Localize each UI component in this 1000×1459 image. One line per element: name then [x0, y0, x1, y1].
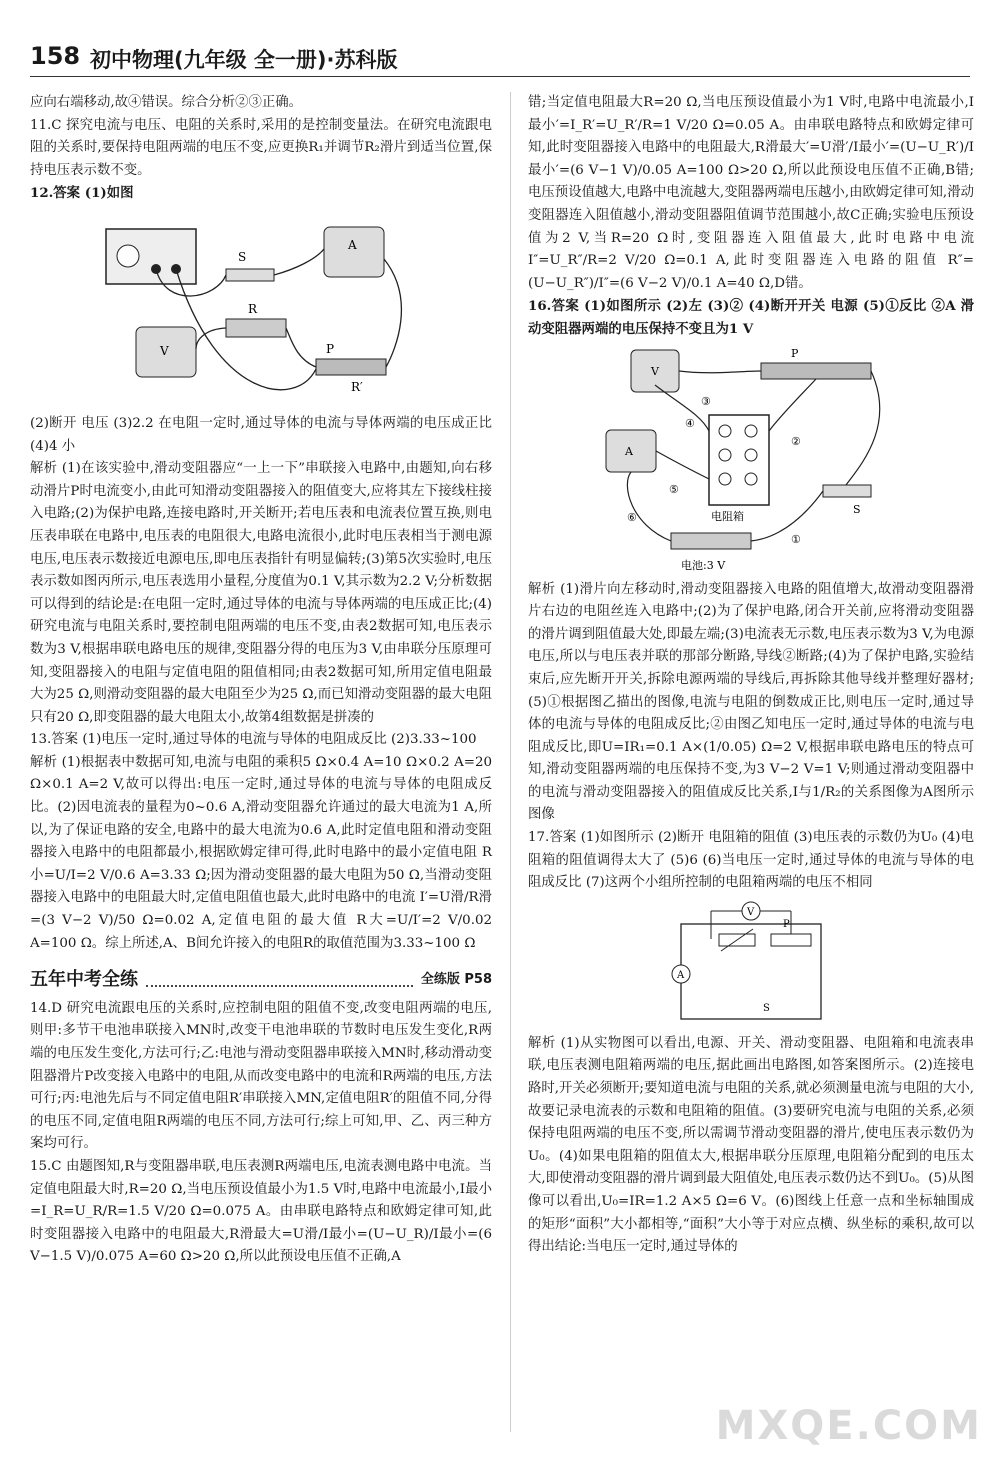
label-R: R: [248, 301, 258, 316]
question-13-answer: 13.答案 (1)电压一定时,通过导体的电流与导体的电阻成反比 (2)3.33~100: [30, 732, 477, 748]
question-17-answer: 17.答案 (1)如图所示 (2)断开 电阻箱的阻值 (3)电压表的示数仍为U₀ (4)电阻箱的阻值调得太大了 (5)6 (6)当电压一定时,通过导体的电流与导体的电阻成反比 (7)这两个小组所控制的电阻箱两端的电压不相同: [528, 830, 974, 891]
fig16-n5: ⑤: [669, 482, 679, 496]
label-S: S: [238, 249, 247, 264]
circuit-figure-17: [661, 899, 841, 1029]
fig17-A: A: [677, 969, 685, 981]
fig16-n3: ③: [701, 394, 711, 408]
fig16-box: 电阻箱: [711, 509, 744, 523]
fig17-P: P: [783, 918, 790, 930]
fig16-n2: ②: [791, 434, 801, 448]
question-13-analysis: 解析 (1)根据表中数据可知,电流与电阻的乘积5 Ω×0.4 A=10 Ω×0.2 A=20 Ω×0.1 A=2 V,故可以得出:电压一定时,通过导体的电流与导体的电阻成反比。(2)因电流表的量程为0~0.6 A,滑动变阻器允许通过的最大电流为1 A,所以,为了保证电路的安全,电路中的最大电流为0.6 A,此时定值电阻和滑动变阻器接入电路中的电阻都最小,根据欧姆定律可得,此时电路中的最小定值电阻 R小=U/I=2 V/0.6 A=3.33 Ω;因为滑动变阻器的最大电阻为50 Ω,当滑动变阻器接入电路中的电阻最大时,定值电阻值也最大,此时电路中的电流 I′=U滑/R滑=(3 V−2 V)/50 Ω=0.02 A,定值电阻的最大值 R大=U/I′=2 V/0.02 A=100 Ω。综上所述,A、B间允许接入的电阻R的取值范围为3.33~100 Ω: [30, 754, 492, 951]
circuit-figure-16: [601, 345, 901, 575]
fig17-S: S: [763, 1002, 770, 1014]
fig16-V: V: [651, 364, 659, 378]
question-16-answer: 16.答案 (1)如图所示 (2)左 (3)② (4)断开开关 电源 (5)①反比 ②A 滑动变阻器两端的电压保持不变且为1 V: [528, 298, 974, 337]
watermark-logo: MXQE.COM: [715, 1403, 982, 1449]
right-column: [528, 92, 974, 1259]
book-title: 初中物理(九年级 全一册)·苏科版: [90, 48, 398, 72]
question-12-parts: (2)断开 电压 (3)2.2 在电阻一定时,通过导体的电流与导体两端的电压成正比 (4)4 小: [30, 415, 492, 454]
fig16-n4: ④: [685, 416, 695, 430]
question-15: 15.C 由题图知,R与变阻器串联,电压表测R两端电压,电流表测电路中电流。当定值电阻最大时,R=20 Ω,当电压预设值最小为1.5 V时,电路中电流最小,I最小=I_R=U_R/R=1.5 V/20 Ω=0.075 A。由串联电路特点和欧姆定律可知,此时变阻器接入电路中的电阻最大,R滑最大=U滑/I最小=(U−U_R)/I最小=(6 V−1.5 V)/0.075 A=60 Ω>20 Ω,所以此预设电压值不正确,A: [30, 1158, 492, 1265]
fig16-A: A: [625, 444, 633, 458]
fig16-S: S: [853, 502, 861, 516]
page-number: 158: [30, 42, 81, 70]
label-P: P: [326, 341, 335, 356]
fig16-battery: 电池:3 V: [681, 558, 726, 572]
question-14: 14.D 研究电流跟电压的关系时,应控制电阻的阻值不变,改变电阻两端的电压,则甲:多节干电池串联接入MN时,改变干电池串联的节数时电压发生变化,R两端的电压发生变化,方法可行;乙:电池与滑动变阻器串联接入MN时,移动滑动变阻器滑片P改变接入电路中的电阻,从而改变电路中的电流和R两端的电压,方法可行;丙:电池先后与不同定值电阻R′串联接入MN,定值电阻R′的阻值不同,分得的电压不同,定值电阻R两端的电压不同,方法可行;综上可知,甲、乙、丙三种方案均可行。: [30, 1000, 492, 1152]
fig16-n6: ⑥: [627, 510, 637, 524]
fig16-P: P: [791, 346, 799, 360]
left-column: [30, 92, 492, 1269]
section-heading: [30, 969, 492, 992]
label-Rprime: R′: [351, 379, 363, 394]
section-leader-dots: [146, 975, 413, 987]
question-12-analysis: 解析 (1)在该实验中,滑动变阻器应“一上一下”串联接入电路中,由题知,向右移动滑片P时电流变小,由此可知滑动变阻器接入的阻值变大,应将其左下接线柱接入电路;(2)为保护电路,连接电路时,开关断开;若电压表和电流表位置互换,则电压表串联在电路中,电压表的电阻很大,电路电流很小,此时电压表相当于测电源电压,电压表示数接近电源电压,即电压表指针有明显偏转;(3)第5次实验时,电压表示数如图丙所示,电压表选用小量程,分度值为0.1 V,其示数为2.2 V;分析数据可以得到的结论是:在电阻一定时,通过导体的电流与导体两端的电压成正比;(4)研究电流与电阻关系时,要控制电阻两端的电压不变,由表2数据可知,电压表示数为3 V,根据串联电路电压的规律,变阻器分得的电压为3 V,由串联分压原理可知,变阻器接入的电阻与定值电阻的阻值相同;由表2数据可知,所用定值电阻最大为25 Ω,则滑动变阻器的最大电阻至少为25 Ω,而已知滑动变阻器的最大电阻只有20 Ω,即变阻器的最大电阻太小,故第4组数据是拼凑的: [30, 461, 492, 725]
column-divider: [510, 92, 511, 1432]
question-15-continued: 错;当定值电阻最大R=20 Ω,当电压预设值最小为1 V时,电路中电流最小,I最小′=I_R′=U_R′/R=1 V/20 Ω=0.05 A。由串联电路特点和欧姆定律可知,此时变阻器接入电路中的电阻最大,R滑最大′=U滑′/I最小′=(U−U_R′)/I最小′=(6 V−1 V)/0.05 A=100 Ω>20 Ω,所以此预设电压值不正确,B错;电压预设值越大,电路中电流越大,变阻器两端电压越小,由欧姆定律可知,滑动变阻器连入阻值越小,滑动变阻器阻值调节范围越小,故C正确;实验电压预设值为2 V,当R=20 Ω时,变阻器连入阻值最大,此时电路中电流 I″=U_R″/R=2 V/20 Ω=0.1 A,此时变阻器连入电路的阻值 R″=(U−U_R″)/I″=(6 V−2 V)/0.1 A=40 Ω,D错。: [528, 95, 974, 291]
question-17-analysis: 解析 (1)从实物图可以看出,电源、开关、滑动变阻器、电阻箱和电流表串联,电压表测电阻箱两端的电压,据此画出电路图,如答案图所示。(2)连接电路时,开关必须断开;要知道电流与电阻的关系,就必须测量电流与电阻的大小,故要记录电流表的示数和电阻箱的阻值。(3)要研究电流与电阻的关系,必须保持电阻两端的电压不变,所以需调节滑动变阻器的滑片,使电压表示数仍为U₀。(4)如果电阻箱的阻值太大,根据串联分压原理,电阻箱分配到的电压太大,即使滑动变阻器的滑片调到最大阻值处,电压表示数仍达不到U₀。(5)从图像可以看出,U₀=IR=1.2 A×5 Ω=6 V。(6)图线上任意一点和坐标轴围成的矩形“面积”大小都相等,“面积”大小等于对应点横、纵坐标的乘积,故可以得出结论:当电压一定时,通过导体的: [528, 1035, 974, 1255]
fig17-V: V: [747, 906, 755, 918]
question-12-answer: 12.答案 (1)如图: [30, 185, 134, 202]
fig16-n1: ①: [791, 532, 801, 546]
question-11: 11.C 探究电流与电压、电阻的关系时,采用的是控制变量法。在研究电流跟电阻的关系时,要保持电阻两端的电压不变,应更换R₁并调节R₂滑片到适当位置,保持电压表示数不变。: [30, 117, 492, 178]
question-16-analysis: 解析 (1)滑片向左移动时,滑动变阻器接入电路的阻值增大,故滑动变阻器滑片右边的电阻丝连入电路中;(2)为了保护电路,闭合开关前,应将滑动变阻器的滑片调到阻值最大处,即最左端;(3)电流表无示数,电压表示数为3 V,为电源电压,所以与电压表并联的那部分断路,导线②断路;(4)为了保护电路,实验结束后,应先断开开关,拆除电源两端的导线后,再拆除其他导线并整理好器材;(5)①根据图乙描出的图像,电流与电阻的倒数成正比,则电压一定时,通过导体的电流与导体的电阻成反比;②由图乙知电压一定时,通过导体的电流与电阻成反比,即U=IR₁=0.1 A×(1/0.05) Ω=2 V,根据串联电路电压的特点可知,滑动变阻器两端的电压保持不变,为3 V−2 V=1 V;则通过滑动变阻器中的电流与滑动变阻器接入的阻值成反比关系,I与1/R₂的关系图像为A图所示图像: [528, 581, 974, 823]
circuit-figure-12: [96, 209, 426, 409]
continued-text: 应向右端移动,故④错误。综合分析②③正确。: [30, 95, 303, 110]
section-reference: 全练版 P58: [420, 972, 492, 988]
page-header: [30, 40, 970, 77]
label-V: V: [160, 343, 169, 358]
label-A: A: [348, 237, 357, 252]
section-title: 五年中考全练: [30, 969, 138, 991]
